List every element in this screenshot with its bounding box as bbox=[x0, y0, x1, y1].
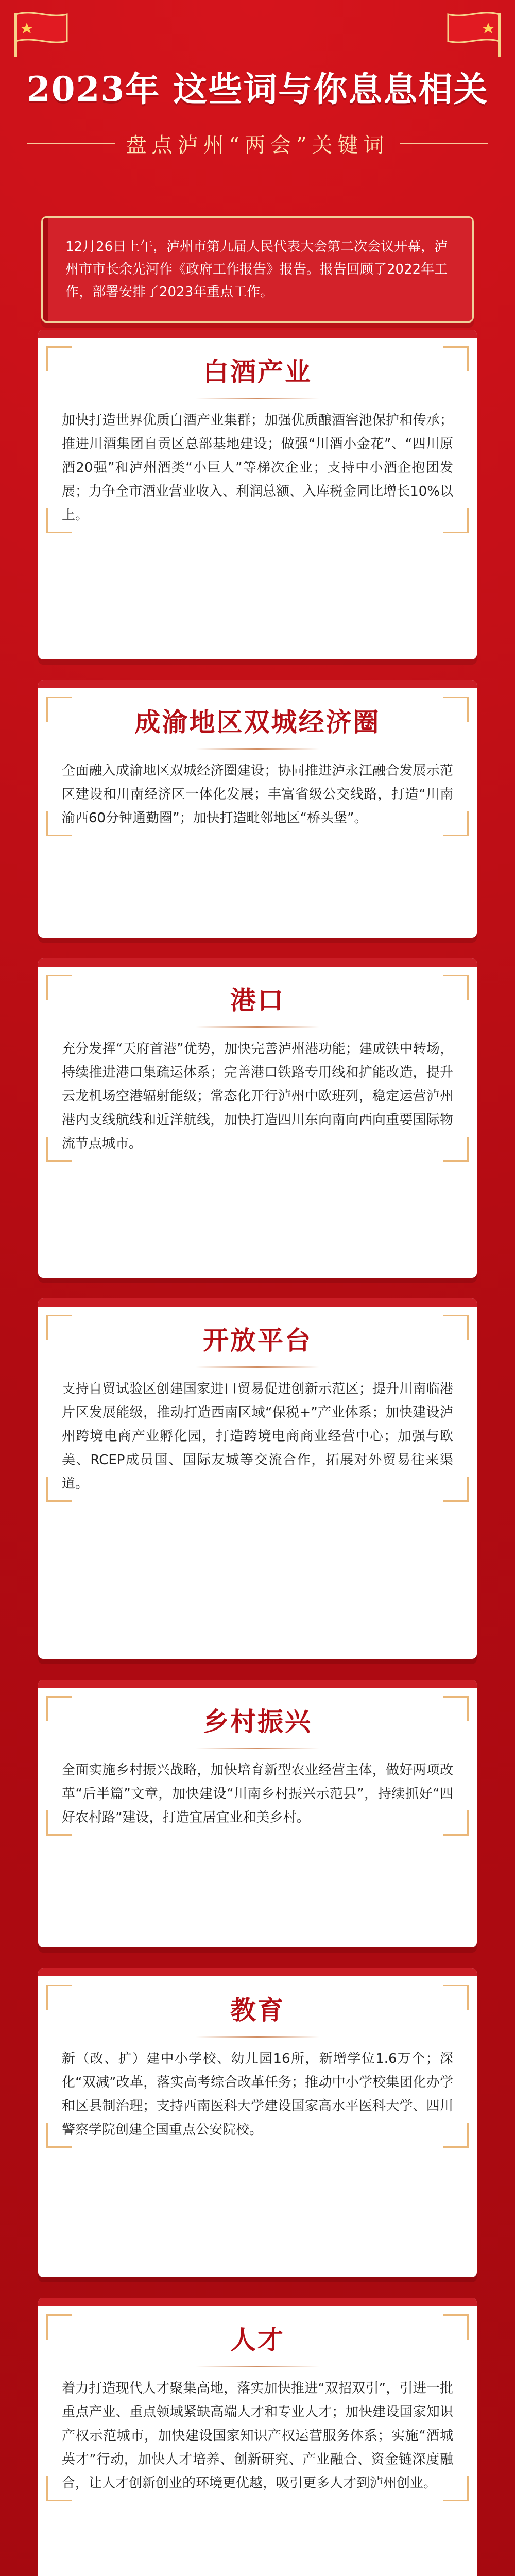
corner-ornament bbox=[443, 811, 469, 836]
corner-ornament bbox=[443, 975, 469, 1000]
corner-ornament bbox=[443, 2314, 469, 2340]
section-card bbox=[38, 680, 477, 938]
subtitle-row bbox=[0, 129, 515, 158]
section-title: 白酒产业 bbox=[203, 357, 312, 387]
section-inner bbox=[38, 1976, 477, 2156]
corner-ornament bbox=[46, 508, 72, 533]
page-title: 2023年 这些词与你息息相关 bbox=[26, 69, 489, 109]
corner-ornament bbox=[46, 1137, 72, 1162]
section-title: 教育 bbox=[230, 1995, 285, 2025]
red-flag-icon bbox=[10, 9, 72, 57]
corner-ornament bbox=[46, 811, 72, 836]
section-inner bbox=[38, 338, 477, 541]
corner-ornament bbox=[443, 1696, 469, 1721]
intro-card bbox=[41, 216, 474, 323]
section-title: 乡村振兴 bbox=[203, 1706, 312, 1737]
section-divider bbox=[196, 748, 319, 750]
corner-ornament bbox=[443, 2123, 469, 2148]
subtitle-line-left bbox=[27, 143, 115, 144]
section-divider bbox=[196, 2036, 319, 2038]
section-card bbox=[38, 1968, 477, 2277]
corner-ornament bbox=[46, 1985, 72, 2010]
corner-ornament bbox=[443, 1477, 469, 1502]
section-title: 人才 bbox=[230, 2325, 285, 2355]
red-flag-icon bbox=[443, 9, 505, 57]
section-title: 开放平台 bbox=[203, 1325, 312, 1355]
section-text: 加快打造世界优质白酒产业集群；加强优质酿酒窖池保护和传承；推进川酒集团自贡区总部基地建设；做强“川酒小金花”、“四川原酒20强”和泸州酒类“小巨人”等梯次企业；支持中小酒企抱团发展；力争全市酒业营业收入、利润总额、入库税金同比增长10%以上。 bbox=[62, 413, 453, 523]
corner-ornament bbox=[46, 1477, 72, 1502]
corner-ornament bbox=[46, 697, 72, 722]
page-subtitle: 盘点泸州“两会”关键词 bbox=[126, 133, 389, 157]
section-text: 新（改、扩）建中小学校、幼儿园16所，新增学位1.6万个；深化“双减”改革，落实高考综合改革任务；推动中小学校集团化办学和区县制治理；支持西南医科大学建设国家高水平医科大学、四川警察学院创建全国重点公安院校。 bbox=[62, 2051, 453, 2138]
section-card bbox=[38, 1298, 477, 1659]
section-text: 着力打造现代人才聚集高地，落实加快推进“双招双引”，引进一批重点产业、重点领域紧缺高端人才和专业人才；加快建设国家知识产权示范城市，加快建设国家知识产权运营服务体系；实施“酒城英才”行动，加快人才培养、创新研究、产业融合、资金链深度融合，让人才创新创业的环境更优越，吸引更多人才到泸州创业。 bbox=[62, 2381, 453, 2491]
section-inner bbox=[38, 1688, 477, 1844]
corner-ornament bbox=[443, 1810, 469, 1836]
section-divider bbox=[196, 1366, 319, 1368]
corner-ornament bbox=[443, 508, 469, 533]
section-inner bbox=[38, 967, 477, 1170]
section-card bbox=[38, 330, 477, 659]
section-inner bbox=[38, 688, 477, 844]
corner-ornament bbox=[46, 346, 72, 371]
corner-ornament bbox=[46, 2314, 72, 2340]
corner-ornament bbox=[443, 1137, 469, 1162]
section-top-band bbox=[38, 2298, 477, 2306]
section-top-band bbox=[38, 330, 477, 338]
section-inner bbox=[38, 1307, 477, 1510]
section-top-band bbox=[38, 1680, 477, 1688]
section-top-band bbox=[38, 958, 477, 967]
corner-ornament bbox=[46, 2476, 72, 2501]
intro-text: 12月26日上午，泸州市第九届人民代表大会第二次会议开幕，泸州市市长余先河作《政府工作报告》报告。报告回顾了2022年工作，部署安排了2023年重点工作。 bbox=[65, 239, 448, 300]
corner-ornament bbox=[46, 1315, 72, 1340]
section-top-band bbox=[38, 1298, 477, 1307]
corner-ornament bbox=[46, 975, 72, 1000]
section-text: 全面实施乡村振兴战略，加快培育新型农业经营主体，做好两项改革“后半篇”文章，加快建设“川南乡村振兴示范县”，持续抓好“四好农村路”建设，打造宜居宜业和美乡村。 bbox=[62, 1762, 453, 1825]
section-text: 支持自贸试验区创建国家进口贸易促进创新示范区；提升川南临港片区发展能级，推动打造西南区域“保税+”产业体系；加快建设泸州跨境电商产业孵化园，打造跨境电商商业经营中心；加强与欧美、RCEP成员国、国际友城等交流合作，拓展对外贸易往来渠道。 bbox=[62, 1381, 453, 1492]
corner-ornament bbox=[443, 1985, 469, 2010]
section-text: 充分发挥“天府首港”优势，加快完善泸州港功能；建成铁中转场，持续推进港口集疏运体系；完善港口铁路专用线和扩能改造，提升云龙机场空港辐射能级；常态化开行泸州中欧班列，稳定运营泸州港内支线航线和近洋航线，加快打造四川东向南向西向重要国际物流节点城市。 bbox=[62, 1041, 453, 1151]
corner-ornament bbox=[443, 697, 469, 722]
section-title: 成渝地区双城经济圈 bbox=[134, 707, 381, 737]
section-text: 全面融入成渝地区双城经济圈建设；协同推进泸永江融合发展示范区建设和川南经济区一体化发展；丰富省级公交线路，打造“川南渝西60分钟通勤圈”；加快打造毗邻地区“桥头堡”。 bbox=[62, 763, 453, 826]
corner-ornament bbox=[46, 1810, 72, 1836]
corner-ornament bbox=[46, 1696, 72, 1721]
subtitle-line-right bbox=[400, 143, 488, 144]
corner-ornament bbox=[443, 1315, 469, 1340]
section-divider bbox=[196, 1026, 319, 1028]
section-divider bbox=[196, 2366, 319, 2367]
corner-ornament bbox=[443, 2476, 469, 2501]
section-card bbox=[38, 958, 477, 1278]
section-top-band bbox=[38, 680, 477, 688]
section-title: 港口 bbox=[230, 985, 285, 1015]
corner-ornament bbox=[443, 346, 469, 371]
section-card bbox=[38, 1680, 477, 1947]
corner-ornament bbox=[46, 2123, 72, 2148]
header bbox=[0, 0, 515, 216]
section-divider bbox=[196, 1748, 319, 1749]
section-top-band bbox=[38, 1968, 477, 1976]
section-divider bbox=[196, 398, 319, 399]
section-card bbox=[38, 2298, 477, 2576]
section-inner bbox=[38, 2306, 477, 2510]
